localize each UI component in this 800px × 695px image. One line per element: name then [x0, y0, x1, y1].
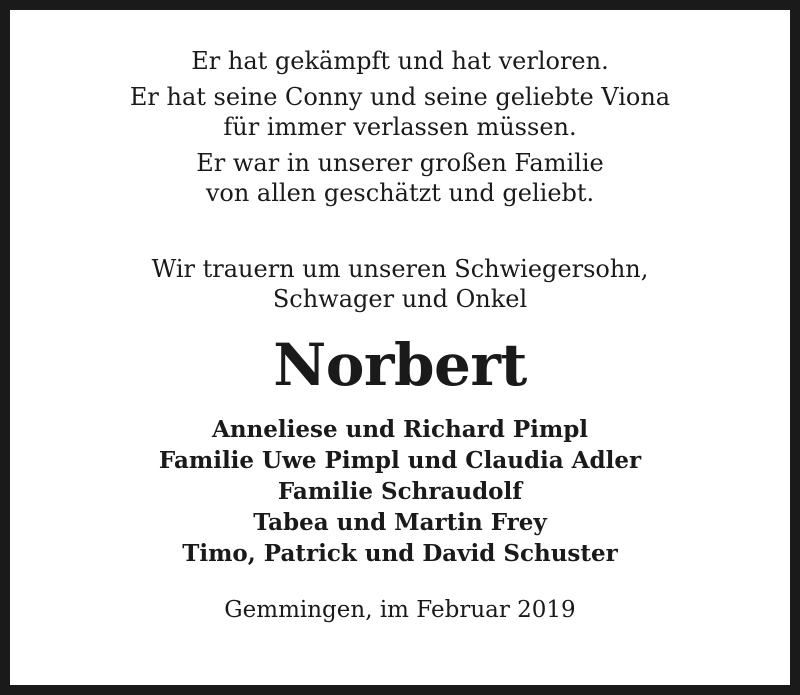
- mourner-entry: Tabea und Martin Frey: [253, 509, 547, 536]
- verse-line: von allen geschätzt und geliebt.: [205, 179, 595, 207]
- intro-line: Wir trauern um unseren Schwiegersohn,: [151, 255, 649, 283]
- deceased-name: Norbert: [273, 331, 527, 399]
- mourner-entry: Anneliese und Richard Pimpl: [211, 416, 589, 443]
- mourner-entry: Familie Uwe Pimpl und Claudia Adler: [158, 447, 642, 474]
- verse-line: Er hat seine Conny und seine geliebte Viona: [129, 83, 671, 111]
- obituary-content: [20, 10, 780, 625]
- verse-line: Er hat gekämpft und hat verloren.: [191, 47, 609, 75]
- verse: [20, 46, 780, 208]
- verse-line: Er war in unserer großen Familie: [196, 149, 604, 177]
- mourner-entry: Timo, Patrick und David Schuster: [182, 540, 618, 567]
- mourners-list: [20, 414, 780, 569]
- place-and-date: Gemmingen, im Februar 2019: [224, 597, 576, 623]
- verse-line: für immer verlassen müssen.: [223, 113, 577, 141]
- intro-line: Schwager und Onkel: [272, 285, 528, 313]
- mourning-intro: [20, 254, 780, 314]
- mourner-entry: Familie Schraudolf: [277, 478, 523, 505]
